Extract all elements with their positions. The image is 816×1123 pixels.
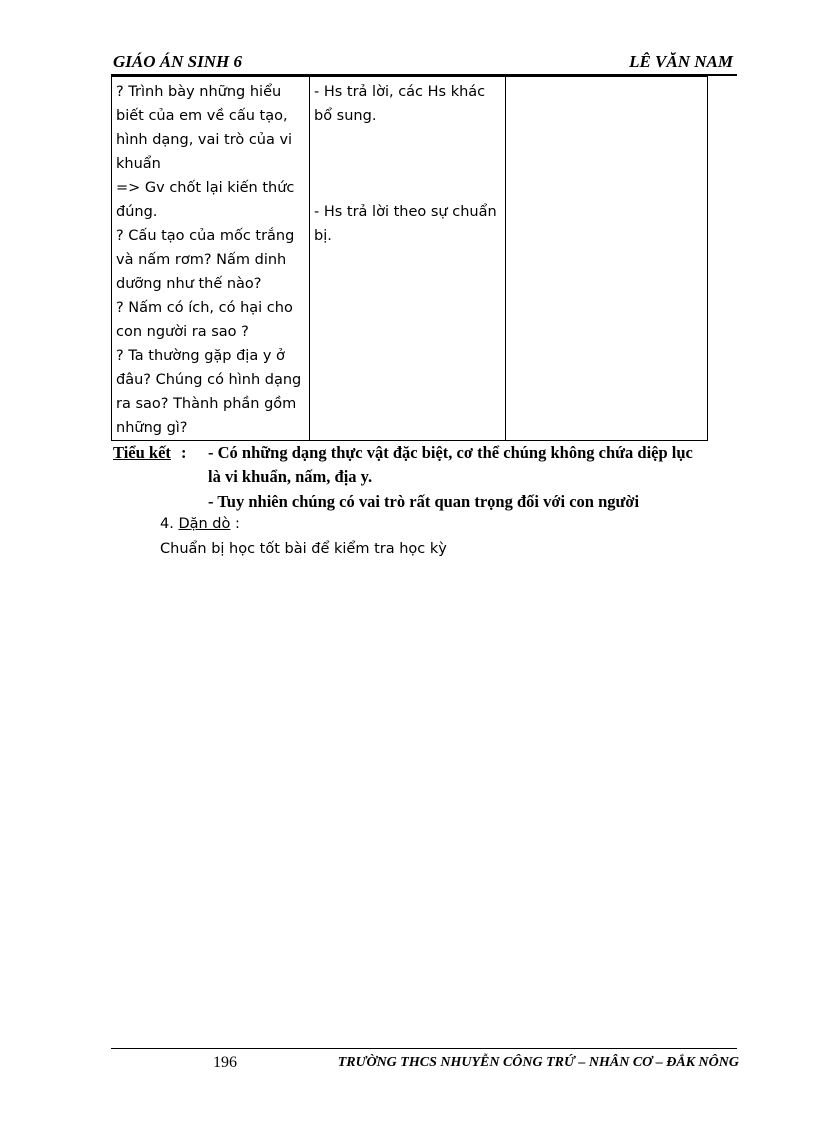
student-answer-line: - Hs trả lời theo sự chuẩn (314, 204, 497, 220)
homework-title: Dặn dò (178, 516, 231, 532)
teacher-question-line: ? Nấm có ích, có hại cho (116, 300, 293, 316)
homework-text: Chuẩn bị học tốt bài để kiểm tra học kỳ (160, 541, 447, 557)
teacher-question-line: => Gv chốt lại kiến thức (116, 180, 295, 196)
student-answer-line: bị. (314, 228, 332, 244)
teacher-question-line: dưỡng như thế nào? (116, 276, 262, 292)
lesson-table (111, 76, 708, 441)
teacher-question-line: ? Ta thường gặp địa y ở (116, 348, 285, 364)
teacher-question-line: hình dạng, vai trò của vi (116, 132, 293, 148)
homework-heading (160, 516, 240, 532)
summary-line-1: - Có những dạng thực vật đặc biệt, cơ thể chúng không chứa diệp lục (208, 443, 693, 462)
summary-line-3: - Tuy nhiên chúng có vai trò rất quan trọng đối với con người (208, 492, 640, 511)
teacher-question-line: ra sao? Thành phần gồm (116, 396, 297, 412)
page-footer (111, 1048, 737, 1073)
homework-number: 4. (160, 516, 174, 532)
content-cell (506, 77, 708, 441)
teacher-question-line: đâu? Chúng có hình dạng (116, 372, 302, 388)
summary-line-2: là vi khuẩn, nấm, địa y. (208, 467, 373, 486)
header-author: LÊ VĂN NAM (629, 52, 733, 71)
teacher-question-line: và nấm rơm? Nấm dinh (116, 252, 287, 268)
summary-colon: : (181, 443, 187, 462)
student-activity-cell (310, 77, 506, 441)
teacher-question-line: đúng. (116, 204, 158, 220)
teacher-question-line: ? Trình bày những hiểu (116, 84, 282, 100)
teacher-question-line: ? Cấu tạo của mốc trắng (116, 228, 295, 244)
summary-label: Tiểu kết (113, 443, 171, 462)
teacher-question-line: khuẩn (116, 156, 161, 172)
table-row (112, 77, 708, 441)
teacher-activity-cell (112, 77, 310, 441)
header-subject: GIÁO ÁN SINH 6 (113, 52, 242, 71)
student-answer-line: bổ sung. (314, 108, 377, 124)
student-answer-line: - Hs trả lời, các Hs khác (314, 84, 486, 100)
page-header (111, 52, 737, 76)
page-number: 196 (213, 1054, 237, 1071)
school-name: TRƯỜNG THCS NHUYỄN CÔNG TRỨ – NHÂN CƠ – ĐẮK NÔNG (337, 1055, 739, 1070)
teacher-question-line: con người ra sao ? (116, 324, 249, 340)
teacher-question-line: những gì? (116, 420, 188, 436)
teacher-question-line: biết của em về cấu tạo, (116, 108, 288, 124)
spacer (314, 128, 501, 200)
homework-colon: : (235, 516, 240, 532)
